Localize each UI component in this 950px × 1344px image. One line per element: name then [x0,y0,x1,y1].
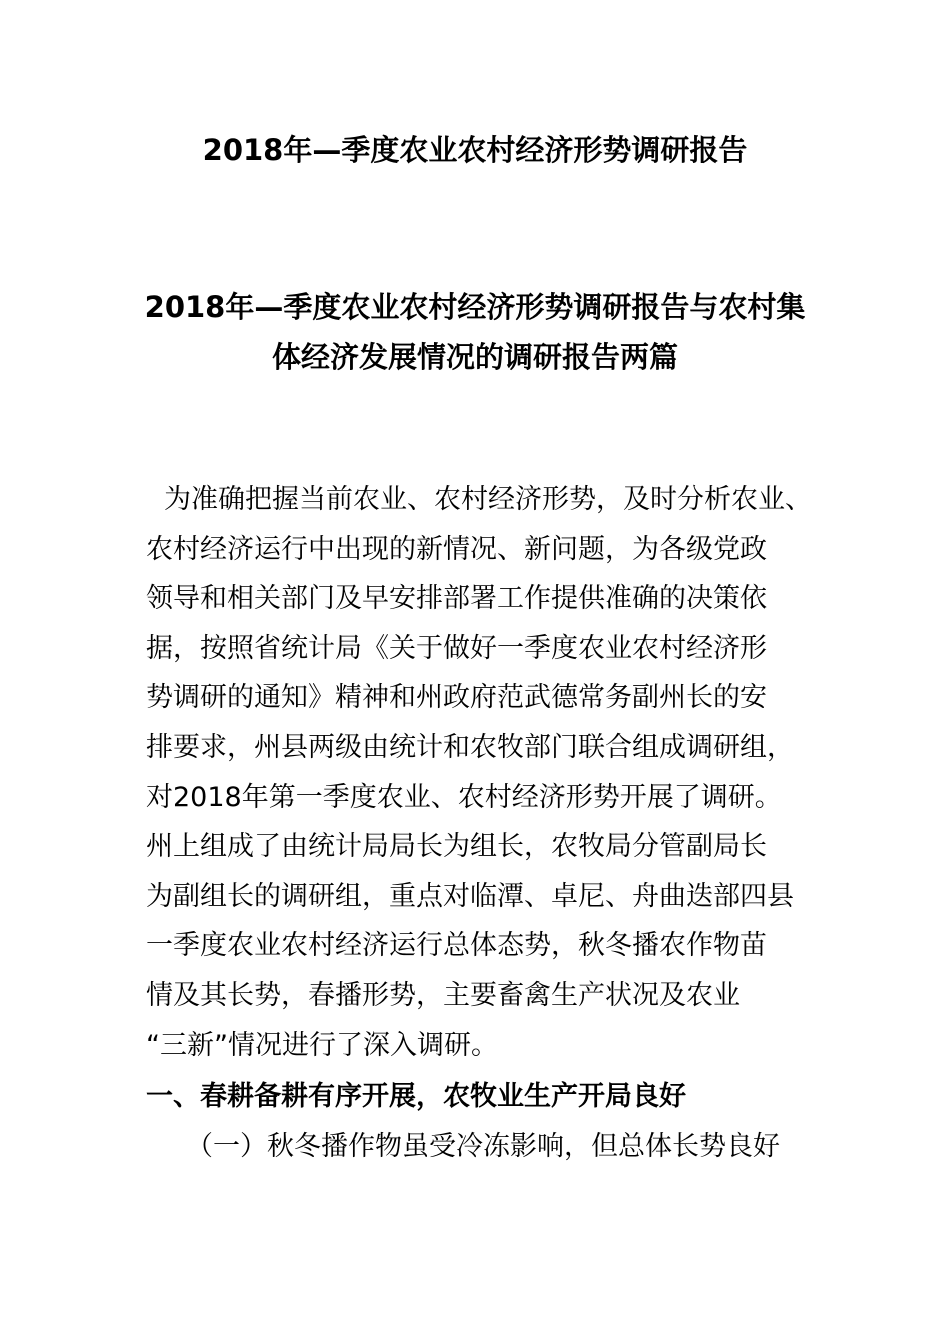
body-text-line: 农村经济运行中出现的新情况、新问题，为各级党政 [146,533,767,565]
subsection-heading: （一）秋冬播作物虽受冷冻影响，但总体长势良好 [186,1131,780,1162]
section-heading: 一、春耕备耕有序开展，农牧业生产开局良好 [146,1081,686,1112]
body-text-line: 为准确把握当前农业、农村经济形势，及时分析农业、 [164,484,812,515]
body-text-line: 一季度农业农村经济运行总体态势，秋冬播农作物苗 [146,930,767,962]
body-text-line: 州上组成了由统计局局长为组长，农牧局分管副局长 [146,831,767,863]
subtitle-line: 2018年—季度农业农村经济形势调研报告与农村集 [144,290,806,324]
body-text-line: 对2018年第一季度农业、农村经济形势开展了调研。 [146,781,782,813]
subtitle-line: 体经济发展情况的调研报告两篇 [271,340,678,374]
body-text-line: 据，按照省统计局《关于做好一季度农业农村经济形 [146,632,767,664]
document-title: 2018年—季度农业农村经济形势调研报告 [202,133,748,167]
body-text-line: 领导和相关部门及早安排部署工作提供准确的决策依 [146,583,767,615]
body-text-line: 为副组长的调研组，重点对临潭、卓尼、舟曲迭部四县 [146,880,794,912]
document-subtitle [100,282,850,382]
body-text-line: “三新”情况进行了深入调研。 [146,1029,498,1061]
body-text-line: 排要求，州县两级由统计和农牧部门联合组成调研组， [146,731,794,763]
body-text-line: 势调研的通知》精神和州政府范武德常务副州长的安 [146,682,767,714]
body-paragraph [146,475,846,1070]
body-text-line: 情及其长势，春播形势，主要畜禽生产状况及农业 [146,979,740,1011]
